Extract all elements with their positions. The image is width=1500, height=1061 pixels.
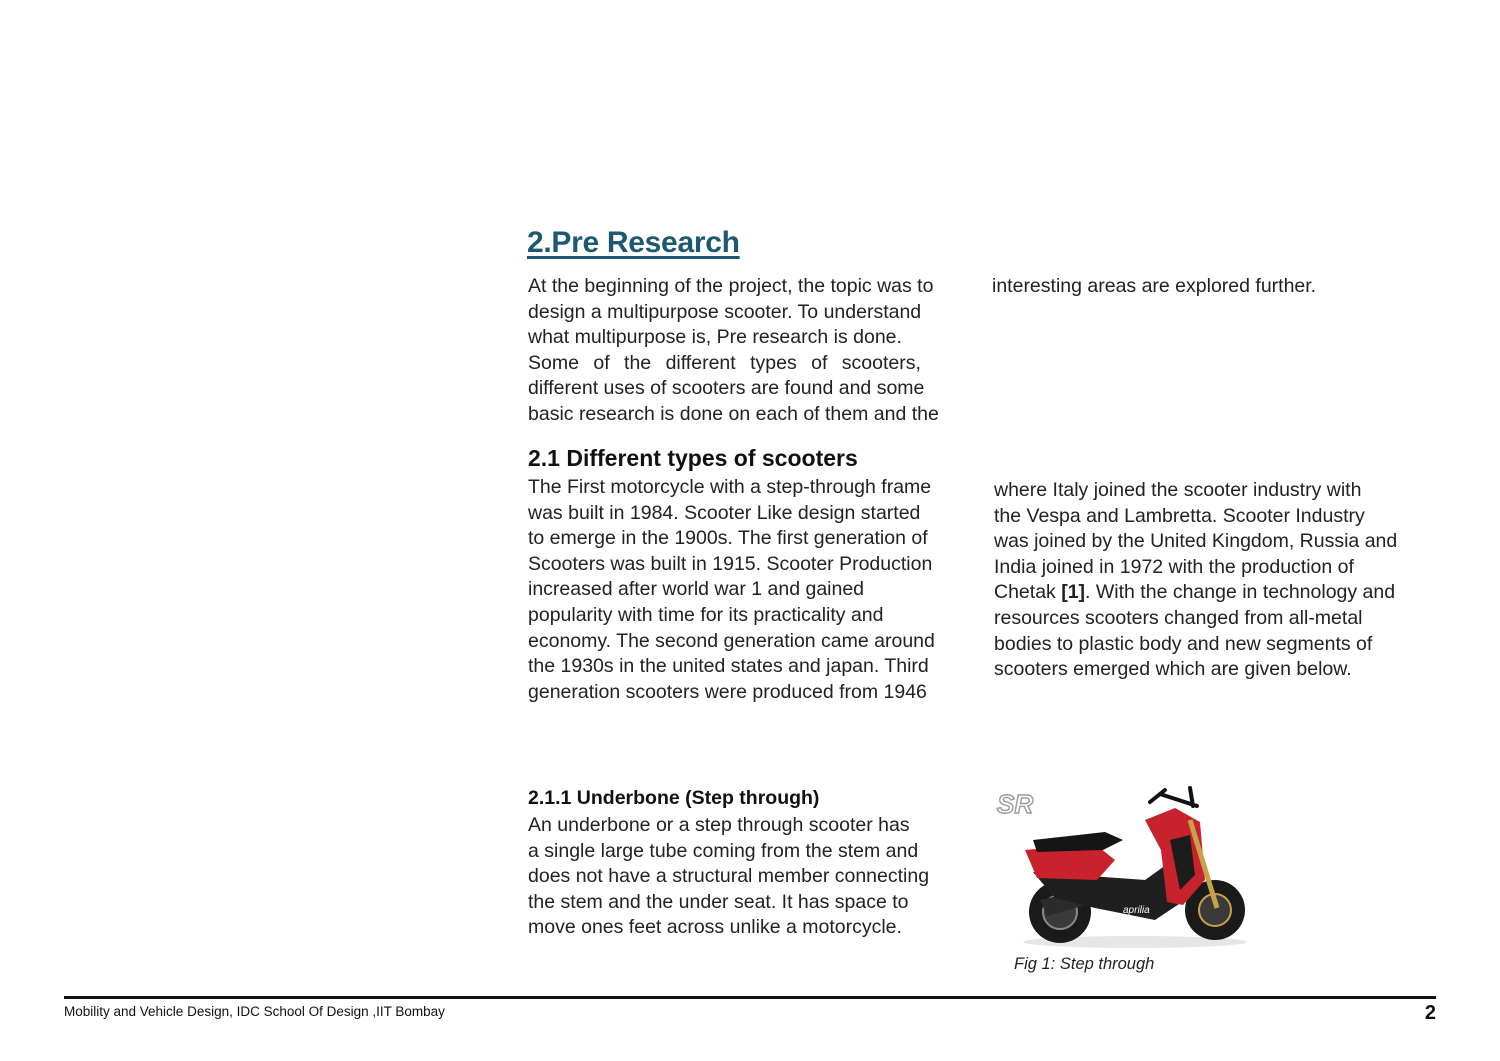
text-line: An underbone or a step through scooter has [528, 814, 910, 836]
text-line: a single large tube coming from the stem and [528, 839, 919, 862]
text-segment: . With the change in technology and [1085, 581, 1396, 604]
figure-caption: Fig 1: Step through [1014, 955, 1155, 973]
footer-divider [64, 996, 1436, 999]
brand-logo: aprilia [1123, 905, 1150, 916]
sr-logo: SR [997, 789, 1034, 819]
text-line: different uses of scooters are found and some [528, 377, 925, 400]
citation-reference[interactable]: [1] [1061, 581, 1086, 604]
history-paragraph-col2 [994, 478, 1397, 683]
subsection-heading: 2.1 Different types of scooters [528, 445, 858, 471]
section-title: 2.Pre Research [527, 226, 740, 259]
text-line: popularity with time for its practicality and [528, 603, 884, 626]
text-line: increased after world war 1 and gained [528, 578, 865, 601]
text-line: design a multipurpose scooter. To understand [528, 300, 922, 323]
text-line: interesting areas are explored further. [992, 275, 1317, 297]
text-line: the stem and the under seat. It has space to [528, 890, 909, 913]
text-line: India joined in 1972 with the production of [994, 555, 1354, 578]
text-line: does not have a structural member connecting [528, 865, 930, 888]
text-line: scooters emerged which are given below. [994, 658, 1352, 681]
underbone-paragraph [528, 813, 929, 941]
text-line: was joined by the United Kingdom, Russia and [994, 530, 1398, 553]
intro-paragraph-col2 [992, 274, 1316, 300]
text-line: Some of the different types of scooters, [528, 351, 921, 374]
text-line: was built in 1984. Scooter Like design started [528, 501, 921, 524]
seat [1033, 832, 1123, 852]
text-line: economy. The second generation came around [528, 629, 935, 652]
text-line: move ones feet across unlike a motorcycle. [528, 916, 902, 939]
text-line [994, 580, 1397, 606]
intro-paragraph-col1 [528, 274, 971, 428]
text-line: the 1930s in the united states and japan. Third [528, 655, 929, 678]
text-line: Scooters was built in 1915. Scooter Production [528, 552, 933, 575]
text-line: where Italy joined the scooter industry with [994, 479, 1362, 501]
text-line: bodies to plastic body and new segments of [994, 632, 1373, 655]
text-line: what multipurpose is, Pre research is done. [528, 326, 902, 349]
text-line: At the beginning of the project, the topic was to [528, 275, 934, 297]
text-line: to emerge in the 1900s. The first generation of [528, 527, 928, 550]
text-line: resources scooters changed from all-metal [994, 606, 1363, 629]
scooter-image [985, 780, 1260, 955]
text-line: generation scooters were produced from 1946 [528, 680, 927, 703]
subsubsection-heading: 2.1.1 Underbone (Step through) [528, 787, 820, 809]
text-line: The First motorcycle with a step-through frame [528, 476, 932, 498]
handlebar [1150, 788, 1197, 806]
history-paragraph-col1 [528, 475, 935, 705]
text-segment: Chetak [994, 581, 1062, 604]
text-line: the Vespa and Lambretta. Scooter Industry [994, 504, 1365, 527]
text-line: basic research is done on each of them and the [528, 402, 939, 425]
page-number: 2 [1424, 1002, 1436, 1024]
footer-text: Mobility and Vehicle Design, IDC School Of Design ,IIT Bombay [64, 1004, 445, 1019]
